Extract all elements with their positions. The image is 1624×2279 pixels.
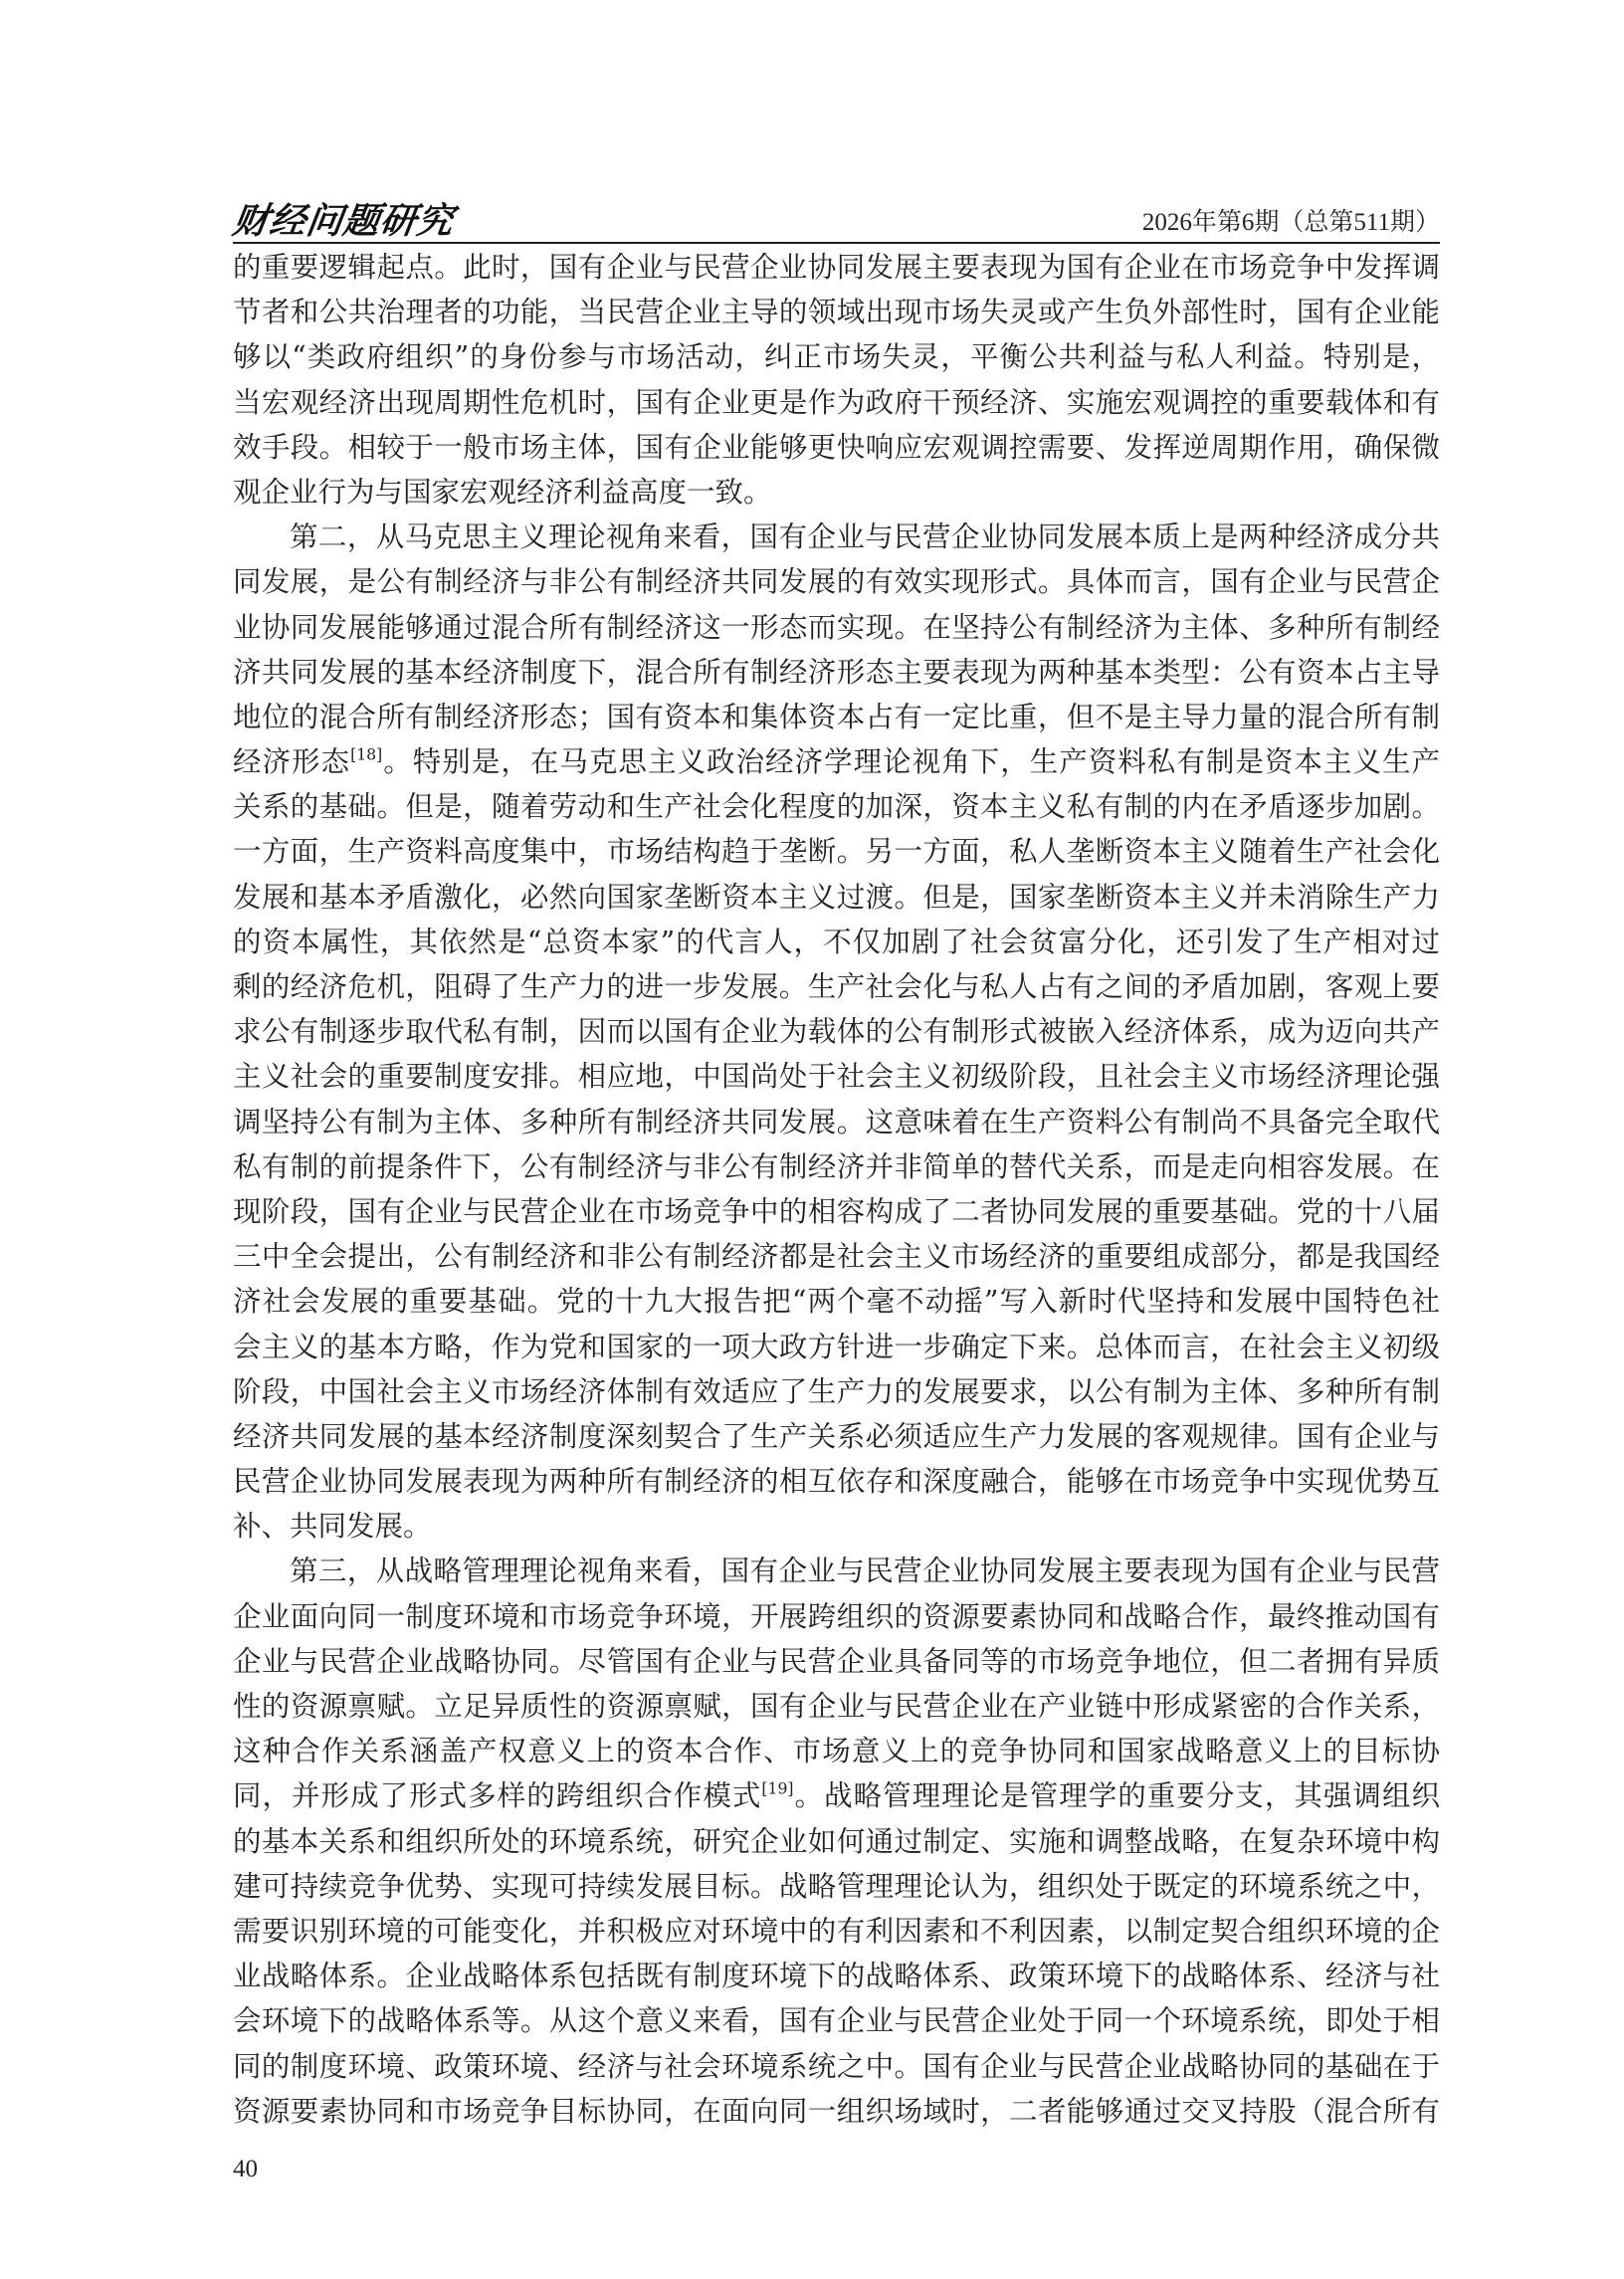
text-line: 企业面向同一制度环境和市场竞争环境，开展跨组织的资源要素协同和战略合作，最终推动国有 bbox=[233, 1599, 1440, 1633]
text-line: 的重要逻辑起点。此时，国有企业与民营企业协同发展主要表现为国有企业在市场竞争中发挥调 bbox=[233, 251, 1440, 284]
text-line: 第三，从战略管理理论视角来看，国有企业与民营企业协同发展主要表现为国有企业与民营 bbox=[290, 1554, 1440, 1588]
issue-info: 2026年第6期（总第511期） bbox=[1141, 209, 1440, 236]
text-line: 资源要素协同和市场竞争目标协同，在面向同一组织场域时，二者能够通过交叉持股（混合所有 bbox=[233, 2094, 1440, 2128]
text-line: 节者和公共治理者的功能，当民营企业主导的领域出现市场失灵或产生负外部性时，国有企业能 bbox=[233, 296, 1440, 329]
text-line: 同的制度环境、政策环境、经济与社会环境系统之中。国有企业与民营企业战略协同的基础在于 bbox=[233, 2049, 1440, 2083]
text-line: 性的资源禀赋。立足异质性的资源禀赋，国有企业与民营企业在产业链中形成紧密的合作关系， bbox=[233, 1690, 1440, 1723]
text-line: 求公有制逐步取代私有制，因而以国有企业为载体的公有制形式被嵌入经济体系，成为迈向共产 bbox=[233, 1015, 1440, 1049]
text-line: 业协同发展能够通过混合所有制经济这一形态而实现。在坚持公有制经济为主体、多种所有制经 bbox=[233, 610, 1440, 644]
text-segment: 。战略管理理论是管理学的重要分支，其强调组织 bbox=[793, 1779, 1440, 1813]
text-line: 建可持续竞争优势、实现可持续发展目标。战略管理理论认为，组织处于既定的环境系统之中， bbox=[233, 1869, 1440, 1903]
text-line: 现阶段，国有企业与民营企业在市场竞争中的相容构成了二者协同发展的重要基础。党的十八届 bbox=[233, 1194, 1440, 1228]
citation-ref: [19] bbox=[761, 1778, 794, 1798]
text-line: 阶段，中国社会主义市场经济体制有效适应了生产力的发展要求，以公有制为主体、多种所有制 bbox=[233, 1374, 1440, 1408]
article-body bbox=[233, 245, 1440, 2134]
text-line: 民营企业协同发展表现为两种所有制经济的相互依存和深度融合，能够在市场竞争中实现优势互 bbox=[233, 1465, 1440, 1499]
text-line: 补、共同发展。 bbox=[233, 1510, 432, 1544]
text-line bbox=[233, 739, 1440, 784]
text-line: 这种合作关系涵盖产权意义上的资本合作、市场意义上的竞争协同和国家战略意义上的目标协 bbox=[233, 1735, 1440, 1768]
text-line: 发展和基本矛盾激化，必然向国家垄断资本主义过渡。但是，国家垄断资本主义并未消除生产力 bbox=[233, 880, 1440, 914]
paragraph bbox=[233, 515, 1440, 1549]
text-segment: 。特别是，在马克思主义政治经济学理论视角下，生产资料私有制是资本主义生产 bbox=[382, 745, 1440, 779]
text-line: 济社会发展的重要基础。党的十九大报告把“两个毫不动摇”写入新时代坚持和发展中国特色社 bbox=[233, 1285, 1440, 1319]
header-rule bbox=[233, 242, 1440, 244]
text-line: 企业与民营企业战略协同。尽管国有企业与民营企业具备同等的市场竞争地位，但二者拥有异质 bbox=[233, 1644, 1440, 1678]
paragraph bbox=[233, 245, 1440, 515]
text-line: 调坚持公有制为主体、多种所有制经济共同发展。这意味着在生产资料公有制尚不具备完全取代 bbox=[233, 1105, 1440, 1139]
text-line: 会环境下的战略体系等。从这个意义来看，国有企业与民营企业处于同一个环境系统，即处于相 bbox=[233, 2004, 1440, 2038]
text-segment: 经济形态 bbox=[233, 745, 351, 779]
text-line: 同发展，是公有制经济与非公有制经济共同发展的有效实现形式。具体而言，国有企业与民营企 bbox=[233, 565, 1440, 599]
text-line: 会主义的基本方略，作为党和国家的一项大政方针进一步确定下来。总体而言，在社会主义初级 bbox=[233, 1330, 1440, 1363]
citation-ref: [18] bbox=[350, 744, 383, 764]
text-line: 需要识别环境的可能变化，并积极应对环境中的有利因素和不利因素，以制定契合组织环境的企 bbox=[233, 1914, 1440, 1948]
text-line: 地位的混合所有制经济形态；国有资本和集体资本占有一定比重，但不是主导力量的混合所有制 bbox=[233, 700, 1440, 733]
text-line: 观企业行为与国家宏观经济利益高度一致。 bbox=[233, 475, 772, 509]
text-line: 主义社会的重要制度安排。相应地，中国尚处于社会主义初级阶段，且社会主义市场经济理论强 bbox=[233, 1060, 1440, 1094]
text-line: 私有制的前提条件下，公有制经济与非公有制经济并非简单的替代关系，而是走向相容发展。在 bbox=[233, 1149, 1440, 1183]
text-line bbox=[233, 1773, 1440, 1818]
text-line: 业战略体系。企业战略体系包括既有制度环境下的战略体系、政策环境下的战略体系、经济与社 bbox=[233, 1960, 1440, 1993]
text-line: 济共同发展的基本经济制度下，混合所有制经济形态主要表现为两种基本类型：公有资本占主导 bbox=[233, 655, 1440, 689]
page-number: 40 bbox=[233, 2156, 258, 2182]
text-line: 经济共同发展的基本经济制度深刻契合了生产关系必须适应生产力发展的客观规律。国有企业与 bbox=[233, 1419, 1440, 1453]
text-line: 关系的基础。但是，随着劳动和生产社会化程度的加深，资本主义私有制的内在矛盾逐步加剧。 bbox=[233, 790, 1440, 824]
journal-logo: 财经问题研究 bbox=[230, 200, 457, 242]
text-line: 效手段。相较于一般市场主体，国有企业能够更快响应宏观调控需要、发挥逆周期作用，确保微 bbox=[233, 430, 1440, 464]
text-line: 三中全会提出，公有制经济和非公有制经济都是社会主义市场经济的重要组成部分，都是我国经 bbox=[233, 1240, 1440, 1274]
paragraph bbox=[233, 1549, 1440, 2133]
text-line: 的基本关系和组织所处的环境系统，研究企业如何通过制定、实施和调整战略，在复杂环境中构 bbox=[233, 1824, 1440, 1858]
text-line: 当宏观经济出现周期性危机时，国有企业更是作为政府干预经济、实施宏观调控的重要载体和有 bbox=[233, 385, 1440, 419]
text-line: 一方面，生产资料高度集中，市场结构趋于垄断。另一方面，私人垄断资本主义随着生产社会化 bbox=[233, 835, 1440, 869]
text-line: 剩的经济危机，阻碍了生产力的进一步发展。生产社会化与私人占有之间的矛盾加剧，客观上要 bbox=[233, 970, 1440, 1003]
text-line: 够以“类政府组织”的身份参与市场活动，纠正市场失灵，平衡公共利益与私人利益。特别是， bbox=[233, 340, 1440, 374]
text-line: 的资本属性，其依然是“总资本家”的代言人，不仅加剧了社会贫富分化，还引发了生产相对过 bbox=[233, 925, 1440, 958]
text-segment: 同，并形成了形式多样的跨组织合作模式 bbox=[233, 1779, 762, 1813]
text-line: 第二，从马克思主义理论视角来看，国有企业与民营企业协同发展本质上是两种经济成分共 bbox=[290, 520, 1440, 554]
